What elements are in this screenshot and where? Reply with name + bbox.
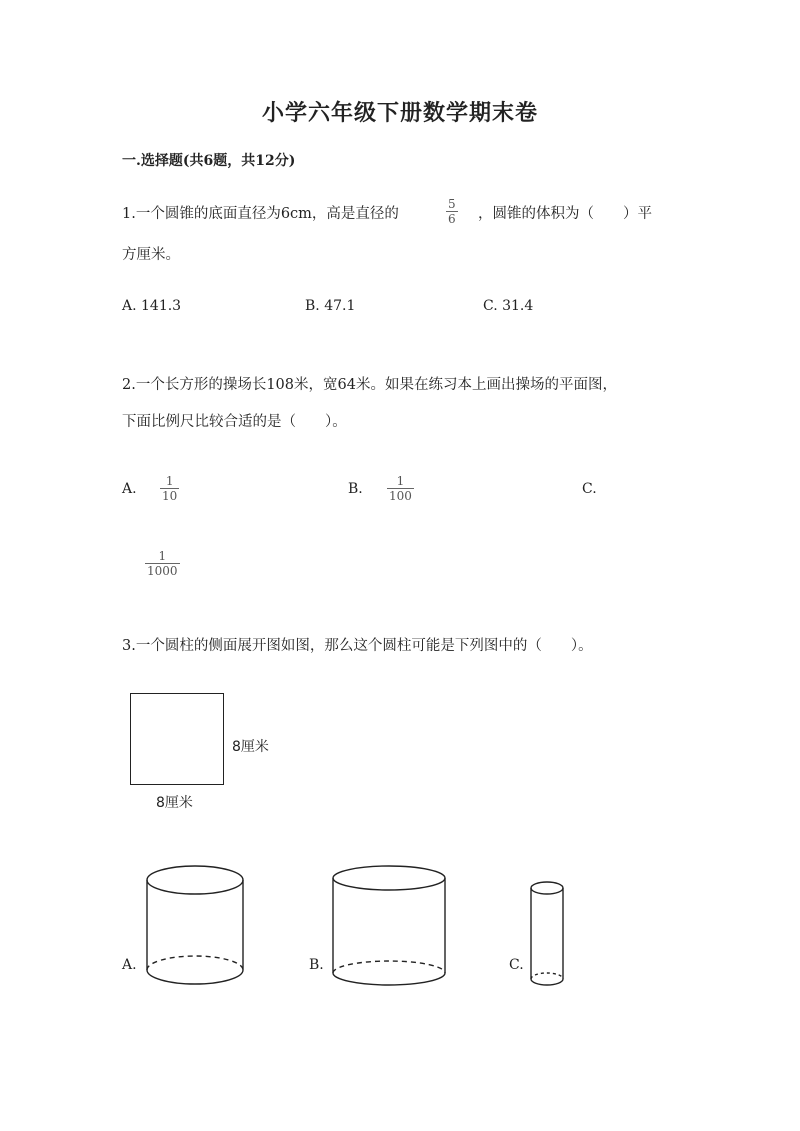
q2-option-b-numerator: 1 [396, 474, 405, 488]
q2-option-a-denominator: 10 [162, 489, 178, 503]
page-title: 小学六年级下册数学期末卷 [261, 100, 538, 126]
q1-fraction-numerator: 5 [448, 197, 456, 211]
q2-option-a-label[interactable]: A. [122, 481, 137, 497]
q2-line1: 2.一个长方形的操场长108米，宽64米。如果在练习本上画出操场的平面图， [122, 377, 617, 393]
q2-option-c-label[interactable]: C. [582, 481, 597, 497]
q3-line1: 3.一个圆柱的侧面展开图如图，那么这个圆柱可能是下列图中的（ ）。 [122, 638, 593, 654]
q3-cylinder-b [333, 866, 445, 985]
q3-option-a-label[interactable]: A. [122, 957, 137, 973]
q3-option-c-label[interactable]: C. [509, 957, 524, 973]
q2-option-b-denominator: 100 [389, 489, 412, 503]
q2-line2: 下面比例尺比较合适的是（ ）。 [122, 414, 347, 430]
q1-line1-start: 1.一个圆锥的底面直径为6cm，高是直径的 [122, 206, 399, 222]
q1-fraction-denominator: 6 [448, 212, 456, 226]
q1-option-c[interactable]: C. 31.4 [483, 298, 534, 314]
section-heading: 一.选择题(共6题，共12分) [122, 153, 296, 169]
q2-option-c-denominator: 1000 [147, 564, 178, 578]
q2-option-b-label[interactable]: B. [348, 481, 363, 497]
q3-option-b-label[interactable]: B. [309, 957, 324, 973]
q3-side-label: 8厘米 [232, 739, 269, 755]
q1-option-a[interactable]: A. 141.3 [122, 298, 182, 314]
q2-option-c-numerator: 1 [158, 549, 167, 563]
q3-cylinder-a [147, 866, 243, 984]
q3-cylinder-c [531, 882, 563, 985]
q1-line1-end: ，圆锥的体积为（ ）平 [478, 206, 652, 222]
q1-option-b[interactable]: B. 47.1 [305, 298, 356, 314]
q3-bottom-label: 8厘米 [156, 795, 193, 811]
q2-option-a-numerator: 1 [165, 474, 174, 488]
q1-line2: 方厘米。 [122, 247, 180, 263]
